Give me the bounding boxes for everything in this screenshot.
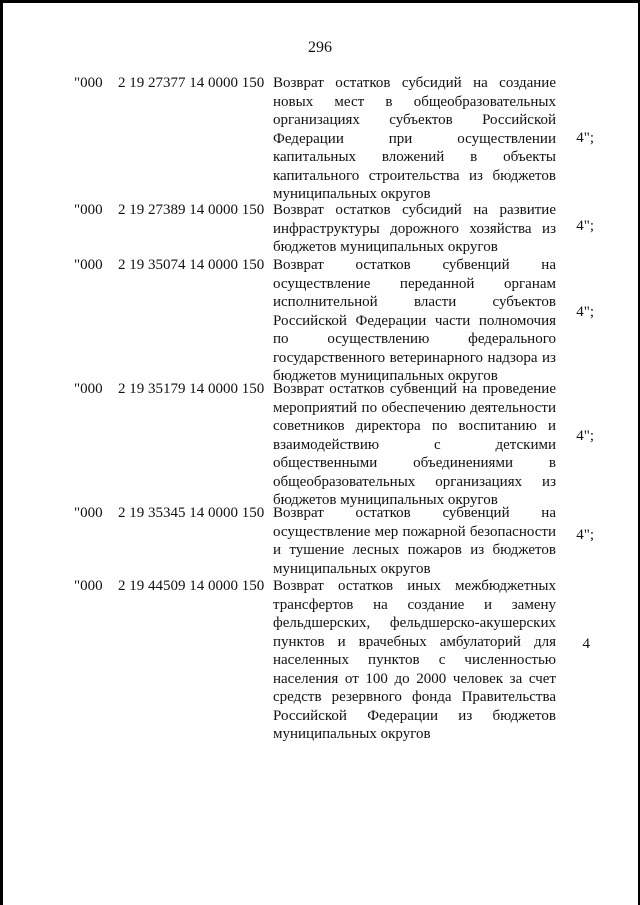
code-number: 2 19 27377 14 0000 150 <box>118 75 265 91</box>
budget-code-table <box>0 74 640 747</box>
description-line: пунктов и врачебных амбулаторий для <box>273 633 556 650</box>
row-value: 4"; <box>576 428 594 444</box>
table-row <box>0 577 640 747</box>
description-line: капитального строительства из бюджетов <box>273 167 556 184</box>
description-line: Возврат остатков субвенций на проведение <box>273 381 556 397</box>
description-line: бюджетов муниципальных округов <box>273 492 498 508</box>
description-line: Российской Федерации части полномочия <box>273 312 556 329</box>
description-line: трансфертов на создание и замену <box>273 596 556 613</box>
row-value: 4"; <box>576 130 594 146</box>
row-description <box>273 504 556 578</box>
budget-code <box>74 256 264 275</box>
description-line: населенных пунктов с численностью <box>273 652 556 668</box>
description-line: взаимодействию с детскими <box>273 436 556 453</box>
table-row <box>0 256 640 384</box>
description-line: организациях субъектов Российской <box>273 112 556 128</box>
table-row <box>0 504 640 577</box>
budget-code <box>74 504 264 523</box>
description-line: исполнительной власти субъектов <box>273 294 556 310</box>
description-line: по осуществлению федерального <box>273 331 556 347</box>
table-row <box>0 380 640 508</box>
code-number: 2 19 35179 14 0000 150 <box>118 381 265 397</box>
row-value: 4"; <box>576 304 594 320</box>
description-line: Федерации при осуществлении <box>273 130 556 147</box>
code-prefix: "000 <box>74 381 103 397</box>
row-description <box>273 201 556 257</box>
description-line: мероприятий по обеспечению деятельности <box>273 399 556 416</box>
description-line: капитальных вложений в объекты <box>273 149 556 165</box>
description-line: Возврат остатков субвенций на <box>273 505 556 521</box>
description-line: бюджетов муниципальных округов <box>273 368 498 384</box>
table-row <box>0 74 640 201</box>
description-line: осуществление мер пожарной безопасности <box>273 523 556 540</box>
page-number: 296 <box>308 39 332 56</box>
description-line: государственного ветеринарного надзора из <box>273 349 556 366</box>
description-line: населения от 100 до 2000 человек за счет <box>273 670 556 687</box>
description-line: муниципальных округов <box>273 726 431 742</box>
description-line: муниципальных округов <box>273 186 431 202</box>
code-prefix: "000 <box>74 202 103 218</box>
budget-code <box>74 577 264 596</box>
budget-code <box>74 201 264 220</box>
description-line: общественными объединениями в <box>273 455 556 471</box>
budget-code <box>74 74 264 93</box>
row-description <box>273 380 556 510</box>
description-line: и тушение лесных пожаров из бюджетов <box>273 542 556 558</box>
row-description <box>273 256 556 386</box>
description-line: Возврат остатков иных межбюджетных <box>273 578 556 594</box>
description-line: бюджетов муниципальных округов <box>273 239 498 255</box>
description-line: Возврат остатков субсидий на развитие <box>273 202 556 218</box>
description-line: инфраструктуры дорожного хозяйства из <box>273 220 556 237</box>
budget-code <box>74 380 264 399</box>
code-number: 2 19 35074 14 0000 150 <box>118 257 265 273</box>
code-prefix: "000 <box>74 505 103 521</box>
description-line: Российской Федерации из бюджетов <box>273 707 556 724</box>
row-value: 4"; <box>576 527 594 543</box>
description-line: средств резервного фонда Правительства <box>273 689 556 705</box>
code-number: 2 19 44509 14 0000 150 <box>118 578 265 594</box>
description-line: Возврат остатков субсидий на создание <box>273 75 556 91</box>
row-value: 4"; <box>576 218 594 234</box>
description-line: осуществление переданной органам <box>273 275 556 292</box>
row-description <box>273 577 556 744</box>
row-description <box>273 74 556 204</box>
code-prefix: "000 <box>74 75 103 91</box>
description-line: Возврат остатков субвенций на <box>273 257 556 273</box>
description-line: муниципальных округов <box>273 560 431 577</box>
table-row <box>0 201 640 256</box>
description-line: общеобразовательных организациях из <box>273 473 556 490</box>
description-line: советников директора по воспитанию и <box>273 418 556 434</box>
code-prefix: "000 <box>74 257 103 273</box>
description-line: новых мест в общеобразовательных <box>273 93 556 110</box>
description-line: фельдшерских, фельдшерско-акушерских <box>273 615 556 631</box>
code-prefix: "000 <box>74 578 103 594</box>
row-value: 4 <box>582 636 590 652</box>
code-number: 2 19 35345 14 0000 150 <box>118 505 265 521</box>
code-number: 2 19 27389 14 0000 150 <box>118 202 265 218</box>
